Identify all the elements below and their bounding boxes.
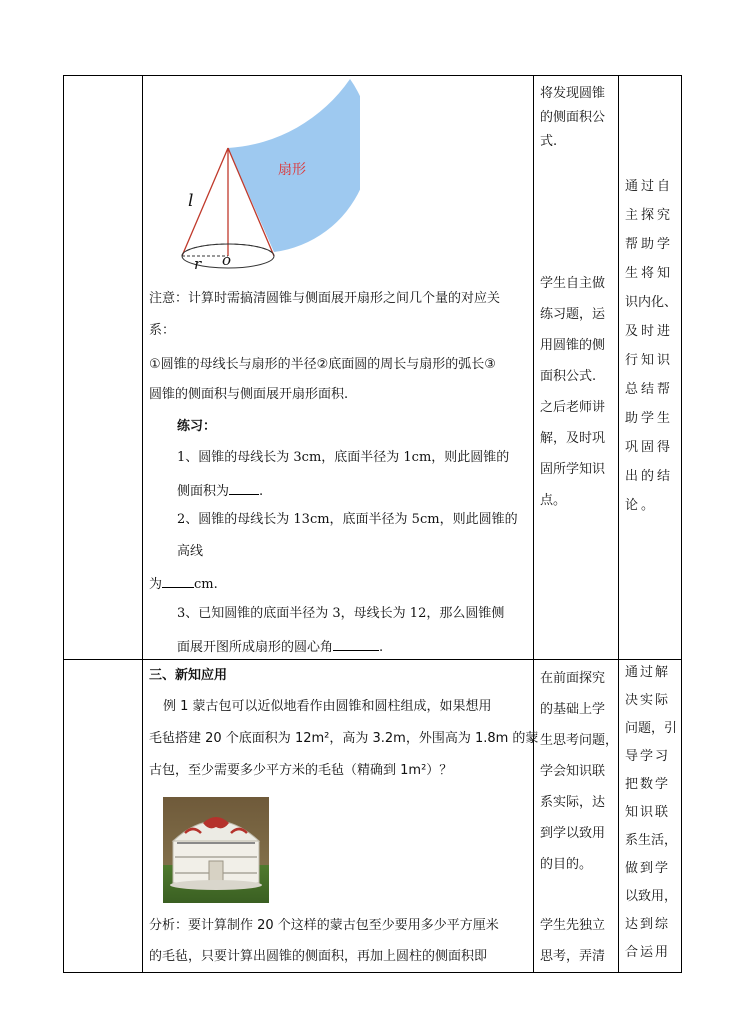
table-left-border: [63, 75, 64, 973]
row-divider: [63, 659, 682, 660]
student-line: 点。: [540, 493, 567, 508]
yurt-photo: [163, 797, 269, 903]
column-divider-2: [533, 75, 534, 973]
analysis-line-1: 分析：要计算制作 20 个这样的蒙古包至少要用多少平方厘米: [149, 918, 499, 933]
column-divider-1: [142, 75, 143, 973]
student-line: 式.: [540, 134, 558, 149]
practice-title: 练习：: [177, 419, 217, 434]
row1-design-purpose: [625, 172, 677, 520]
student-line: 学生先独立: [540, 918, 606, 933]
purpose-line: 识内化、: [625, 295, 678, 310]
purpose-line: 系生活，: [625, 833, 678, 848]
student-line: 将发现圆锥: [540, 86, 606, 101]
cone-sector-diagram: [170, 78, 360, 278]
purpose-line: 及时进: [625, 324, 674, 339]
student-line: 之后老师讲: [540, 400, 606, 415]
purpose-line: 把数学: [625, 777, 671, 792]
purpose-line: 决实际: [625, 693, 671, 708]
purpose-line: 做到学: [625, 861, 671, 876]
purpose-line: 总结帮: [625, 382, 674, 397]
center-label: o: [222, 251, 232, 269]
table-top-border: [63, 75, 682, 76]
slant-height-label: l: [188, 191, 194, 211]
question-3-line-2: [177, 637, 383, 657]
sector-label: 扇形: [278, 162, 306, 178]
note-line-1: 注意：计算时需搞清圆锥与侧面展开扇形之间几个量的对应关: [149, 291, 501, 306]
question-2-answer-blank[interactable]: [162, 574, 194, 588]
purpose-line: 以致用，: [625, 889, 678, 904]
student-line: 面积公式.: [540, 369, 597, 384]
question-3-line-1: 3、已知圆锥的底面半径为 3，母线长为 12，那么圆锥侧: [177, 606, 505, 621]
purpose-line: 主探究: [625, 208, 674, 223]
row2-student-activity-bottom: [540, 910, 605, 972]
question-2-line-3: [149, 574, 218, 594]
question-1-line-1: 1、圆锥的母线长为 3cm，底面半径为 1cm，则此圆锥的: [177, 450, 510, 465]
student-line: 到学以致用: [540, 826, 606, 841]
row2-design-purpose: [625, 659, 677, 967]
note-line-3: ①圆锥的母线长与扇形的半径②底面圆的周长与扇形的弧长③: [149, 357, 496, 372]
row2-student-activity-top: [540, 663, 618, 880]
purpose-line: 出的结: [625, 469, 674, 484]
note-line-2: 系：: [149, 323, 176, 338]
question-1-line-2: [177, 481, 263, 501]
question-2-suffix: cm.: [194, 577, 218, 592]
column-divider-3: [618, 75, 619, 973]
question-2-line-1: 2、圆锥的母线长为 13cm，底面半径为 5cm，则此圆锥的: [177, 512, 518, 527]
student-line: 的基础上学: [540, 702, 606, 717]
note-line-4: 圆锥的侧面积与侧面展开扇形面积.: [149, 387, 349, 402]
example-line-3: 古包，至少需要多少平方米的毛毡（精确到 1m²）？: [149, 763, 453, 778]
purpose-line: 达到综: [625, 917, 671, 932]
student-line: 用圆锥的侧: [540, 338, 606, 353]
purpose-line: 生将知: [625, 266, 674, 281]
radius-label: r: [194, 255, 202, 273]
purpose-line: 问题，引: [625, 721, 678, 736]
example-line-1: 例 1 蒙古包可以近似地看作由圆锥和圆柱组成，如果想用: [163, 699, 492, 714]
row1-student-activity-top: [540, 82, 605, 154]
row1-student-activity-bottom: [540, 268, 605, 516]
question-3-suffix: .: [379, 640, 384, 655]
purpose-line: 通过解: [625, 665, 671, 680]
student-line: 生思考问题，: [540, 733, 619, 748]
purpose-line: 合运用: [625, 945, 671, 960]
question-3-answer-blank[interactable]: [333, 637, 379, 651]
purpose-line: 行知识: [625, 353, 674, 368]
purpose-line: 助学生: [625, 411, 674, 426]
student-line: 在前面探究: [540, 671, 606, 686]
purpose-line: 知识联: [625, 805, 671, 820]
student-line: 的侧面积公: [540, 110, 606, 125]
purpose-line: 帮助学: [625, 237, 674, 252]
question-2-prefix: 为: [149, 577, 163, 592]
student-line: 思考，弄清: [540, 949, 606, 964]
section-title: 三、新知应用: [149, 668, 228, 683]
student-line: 学生自主做: [540, 276, 606, 291]
question-1-suffix: .: [259, 484, 264, 499]
purpose-line: 巩固得: [625, 440, 674, 455]
student-line: 学会知识联: [540, 764, 606, 779]
analysis-line-2: 的毛毡，只要计算出圆锥的侧面积，再加上圆柱的侧面积即: [149, 949, 488, 964]
purpose-line: 论。: [625, 498, 658, 513]
purpose-line: 通过自: [625, 179, 674, 194]
student-line: 练习题，运: [540, 307, 606, 322]
question-1-prefix: 侧面积为: [177, 484, 230, 499]
student-line: 系实际，达: [540, 795, 606, 810]
student-line: 固所学知识: [540, 462, 606, 477]
purpose-line: 导学习: [625, 749, 671, 764]
question-1-answer-blank[interactable]: [229, 481, 259, 495]
example-line-2: 毛毡搭建 20 个底面积为 12m²，高为 3.2m，外围高为 1.8m 的蒙: [149, 731, 539, 746]
table-right-border: [681, 75, 682, 973]
table-bottom-border: [63, 972, 682, 973]
student-line: 解，及时巩: [540, 431, 606, 446]
student-line: 的目的。: [540, 857, 593, 872]
question-2-line-2: 高线: [177, 544, 204, 559]
question-3-prefix: 面展开图所成扇形的圆心角: [177, 640, 334, 655]
